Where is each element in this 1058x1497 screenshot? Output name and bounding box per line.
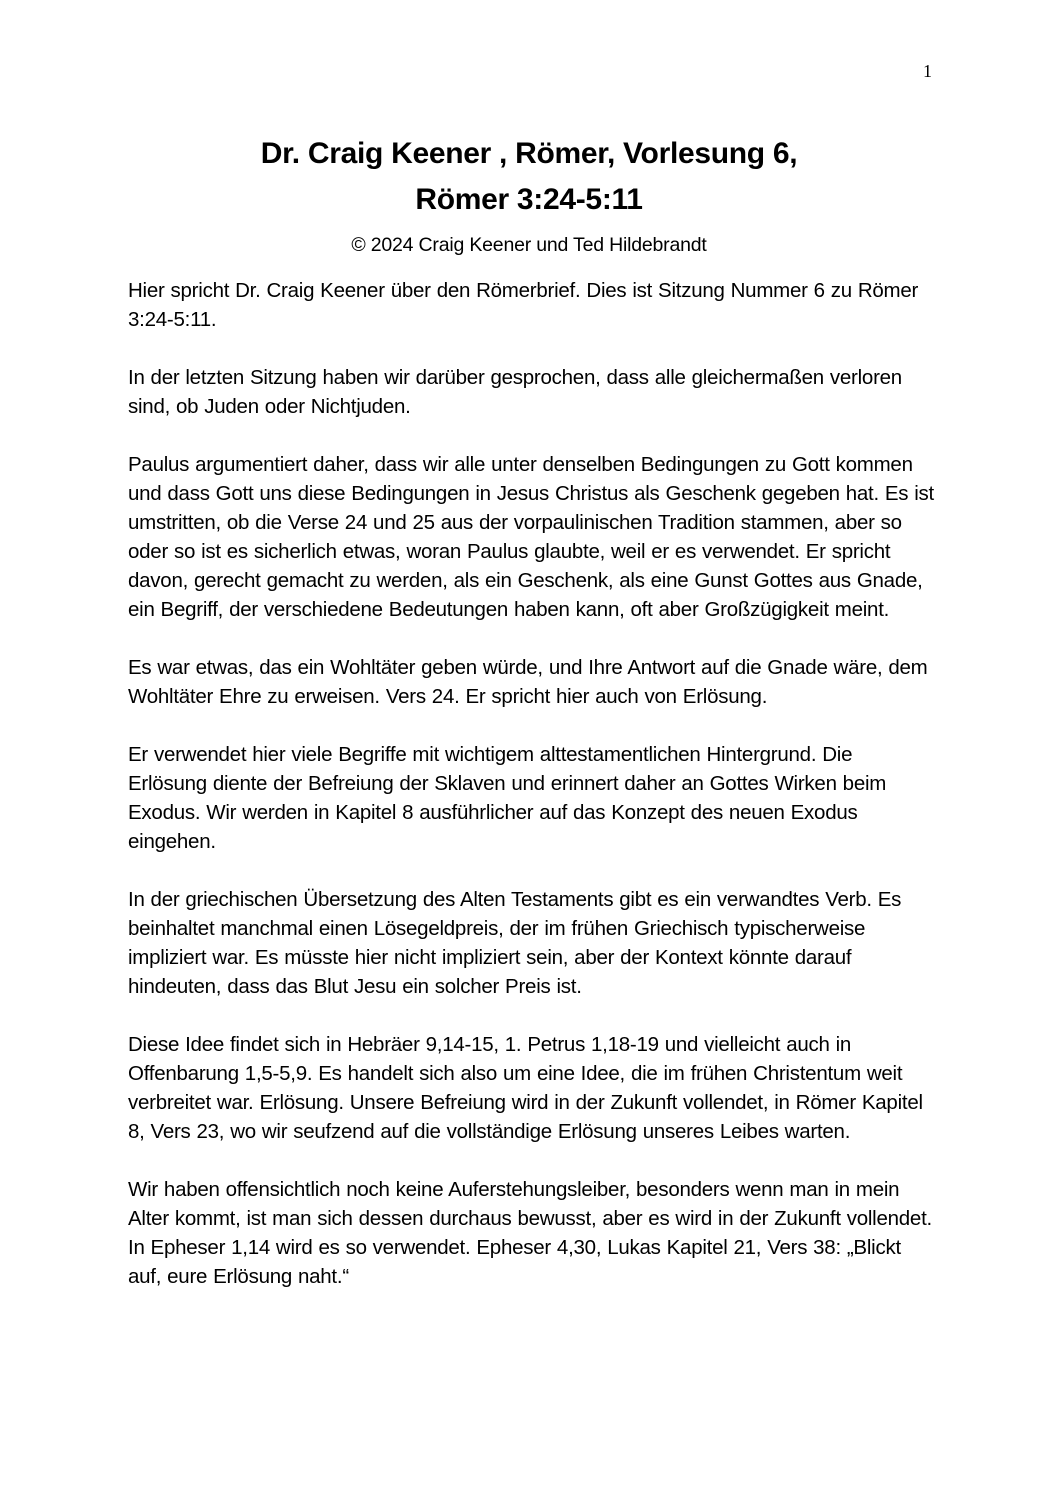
- paragraph-intro: Hier spricht Dr. Craig Keener über den Römerbrief. Dies ist Sitzung Nummer 6 zu Römer 3:24-5:11.: [128, 279, 919, 331]
- paragraph-griechische-uebersetzung: In der griechischen Übersetzung des Alten Testaments gibt es ein verwandtes Verb. Es beinhaltet manchmal einen Lösegeldpreis, der im frühen Griechisch typischerweise impliziert war. Es müsste hier nicht impliziert sein, aber der Kontext könnte darauf hindeuten, dass das Blut Jesu ein solcher Preis ist.: [128, 888, 902, 998]
- copyright-line: © 2024 Craig Keener und Ted Hildebrandt: [351, 234, 707, 256]
- paragraph-last-session: In der letzten Sitzung haben wir darüber gesprochen, dass alle gleichermaßen verloren sind, ob Juden oder Nichtjuden.: [128, 366, 902, 418]
- paragraph-auferstehungsleiber: Wir haben offensichtlich noch keine Auferstehungsleiber, besonders wenn man in mein Alter kommt, ist man sich dessen durchaus bewusst, aber es wird in der Zukunft vollendet. In Epheser 1,14 wird es so verwendet. Epheser 4,30, Lukas Kapitel 21, Vers 38: „Blickt auf, eure Erlösung naht.“: [128, 1178, 932, 1288]
- paragraph-begriffe-exodus: Er verwendet hier viele Begriffe mit wichtigem alttestamentlichen Hintergrund. Die Erlösung diente der Befreiung der Sklaven und erinnert daher an Gottes Wirken beim Exodus. Wir werden in Kapitel 8 ausführlicher auf das Konzept des neuen Exodus eingehen.: [128, 743, 887, 853]
- document-title: [0, 0, 1058, 223]
- paragraph-wohltaeter: Es war etwas, das ein Wohltäter geben würde, und Ihre Antwort auf die Gnade wäre, dem Wohltäter Ehre zu erweisen. Vers 24. Er spricht hier auch von Erlösung.: [128, 656, 928, 708]
- title-line-2: Römer 3:24-5:11: [415, 183, 643, 216]
- title-line-1: Dr. Craig Keener , Römer, Vorlesung 6,: [260, 137, 798, 170]
- paragraph-paulus-argument: Paulus argumentiert daher, dass wir alle unter denselben Bedingungen zu Gott kommen und dass Gott uns diese Bedingungen in Jesus Christus als Geschenk gegeben hat. Es ist umstritten, ob die Verse 24 und 25 aus der vorpaulinischen Tradition stammen, aber so oder so ist es sicherlich etwas, woran Paulus glaubte, weil er es verwendet. Er spricht davon, gerecht gemacht zu werden, als ein Geschenk, als eine Gunst Gottes aus Gnade, ein Begriff, der verschiedene Bedeutungen haben kann, oft aber Großzügigkeit meint.: [128, 453, 935, 621]
- page-number: 1: [923, 61, 932, 81]
- paragraph-idee-hebraeer: Diese Idee findet sich in Hebräer 9,14-15, 1. Petrus 1,18-19 und vielleicht auch in Offenbarung 1,5-5,9. Es handelt sich also um eine Idee, die im frühen Christentum weit verbreitet war. Erlösung. Unsere Befreiung wird in der Zukunft vollendet, in Römer Kapitel 8, Vers 23, wo wir seufzend auf die vollständige Erlösung unseres Leibes warten.: [128, 1033, 923, 1143]
- document-body: [128, 276, 934, 1320]
